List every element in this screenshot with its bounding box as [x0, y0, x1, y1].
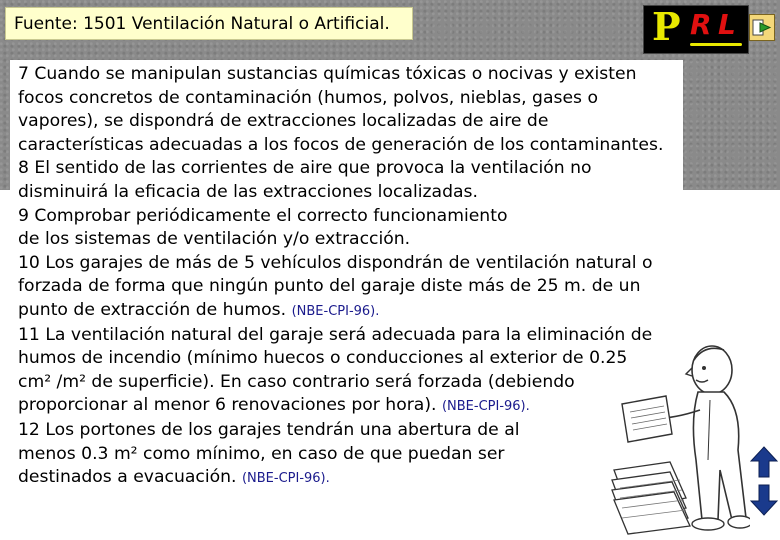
- text-line: [18, 299, 678, 324]
- text-line: [18, 394, 678, 419]
- text-line: 7 Cuando se manipulan sustancias químicas tóxicas o nocivas y existen: [18, 64, 637, 84]
- text-segment: punto de extracción de humos.: [18, 299, 287, 320]
- reference-label: (NBE-CPI-96).: [241, 471, 330, 487]
- navigation-arrows: [750, 446, 778, 512]
- reference-label: (NBE-CPI-96).: [441, 399, 530, 415]
- text-line: [18, 466, 678, 491]
- text-line: 11 La ventilación natural del garaje será adecuada para la eliminación de: [18, 324, 653, 345]
- logo-letter-p: P: [652, 4, 681, 49]
- content-text: [18, 63, 678, 491]
- next-page-button[interactable]: [749, 14, 775, 41]
- text-line: 9 Comprobar periódicamente el correcto funcionamiento: [18, 205, 508, 226]
- text-line: forzada de forma que ningún punto del garaje diste más de 25 m. de un: [18, 276, 641, 297]
- text-segment: destinados a evacuación.: [18, 467, 237, 488]
- text-line: de los sistemas de ventilación y/o extracción.: [18, 229, 411, 250]
- logo-underline: [690, 43, 742, 46]
- arrow-up-icon[interactable]: [750, 446, 778, 478]
- source-title: Fuente: 1501 Ventilación Natural o Artificial.: [5, 7, 413, 40]
- text-line: 12 Los portones de los garajes tendrán una abertura de al: [18, 419, 520, 440]
- reference-label: (NBE-CPI-96).: [291, 303, 380, 319]
- text-line: vapores), se dispondrá de extracciones localizadas de aire de: [18, 111, 549, 132]
- text-line: características adecuadas a los focos de generación de los contaminantes.: [18, 134, 664, 155]
- text-line: menos 0.3 m² como mínimo, en caso de que puedan ser: [18, 443, 505, 464]
- man-reading-papers-icon: [600, 330, 750, 535]
- logo-letter-l: L: [718, 8, 736, 41]
- logo-letter-r: R: [690, 8, 712, 41]
- text-line: cm² /m² de superficie). En caso contrario será forzada (debiendo: [18, 371, 575, 392]
- text-line: disminuirá la eficacia de las extracciones localizadas.: [18, 181, 478, 202]
- text-line: 8 El sentido de las corrientes de aire que provoca la ventilación no: [18, 158, 592, 179]
- text-segment: proporcionar al menor 6 renovaciones por hora).: [18, 395, 437, 416]
- text-line: focos concretos de contaminación (humos, polvos, nieblas, gases o: [18, 87, 598, 108]
- prl-logo[interactable]: [643, 5, 749, 54]
- text-line: humos de incendio (mínimo huecos o conducciones al exterior de 0.25: [18, 348, 628, 369]
- next-page-icon: [750, 15, 774, 40]
- arrow-down-icon[interactable]: [750, 484, 778, 516]
- text-line: 10 Los garajes de más de 5 vehículos dispondrán de ventilación natural o: [18, 252, 653, 273]
